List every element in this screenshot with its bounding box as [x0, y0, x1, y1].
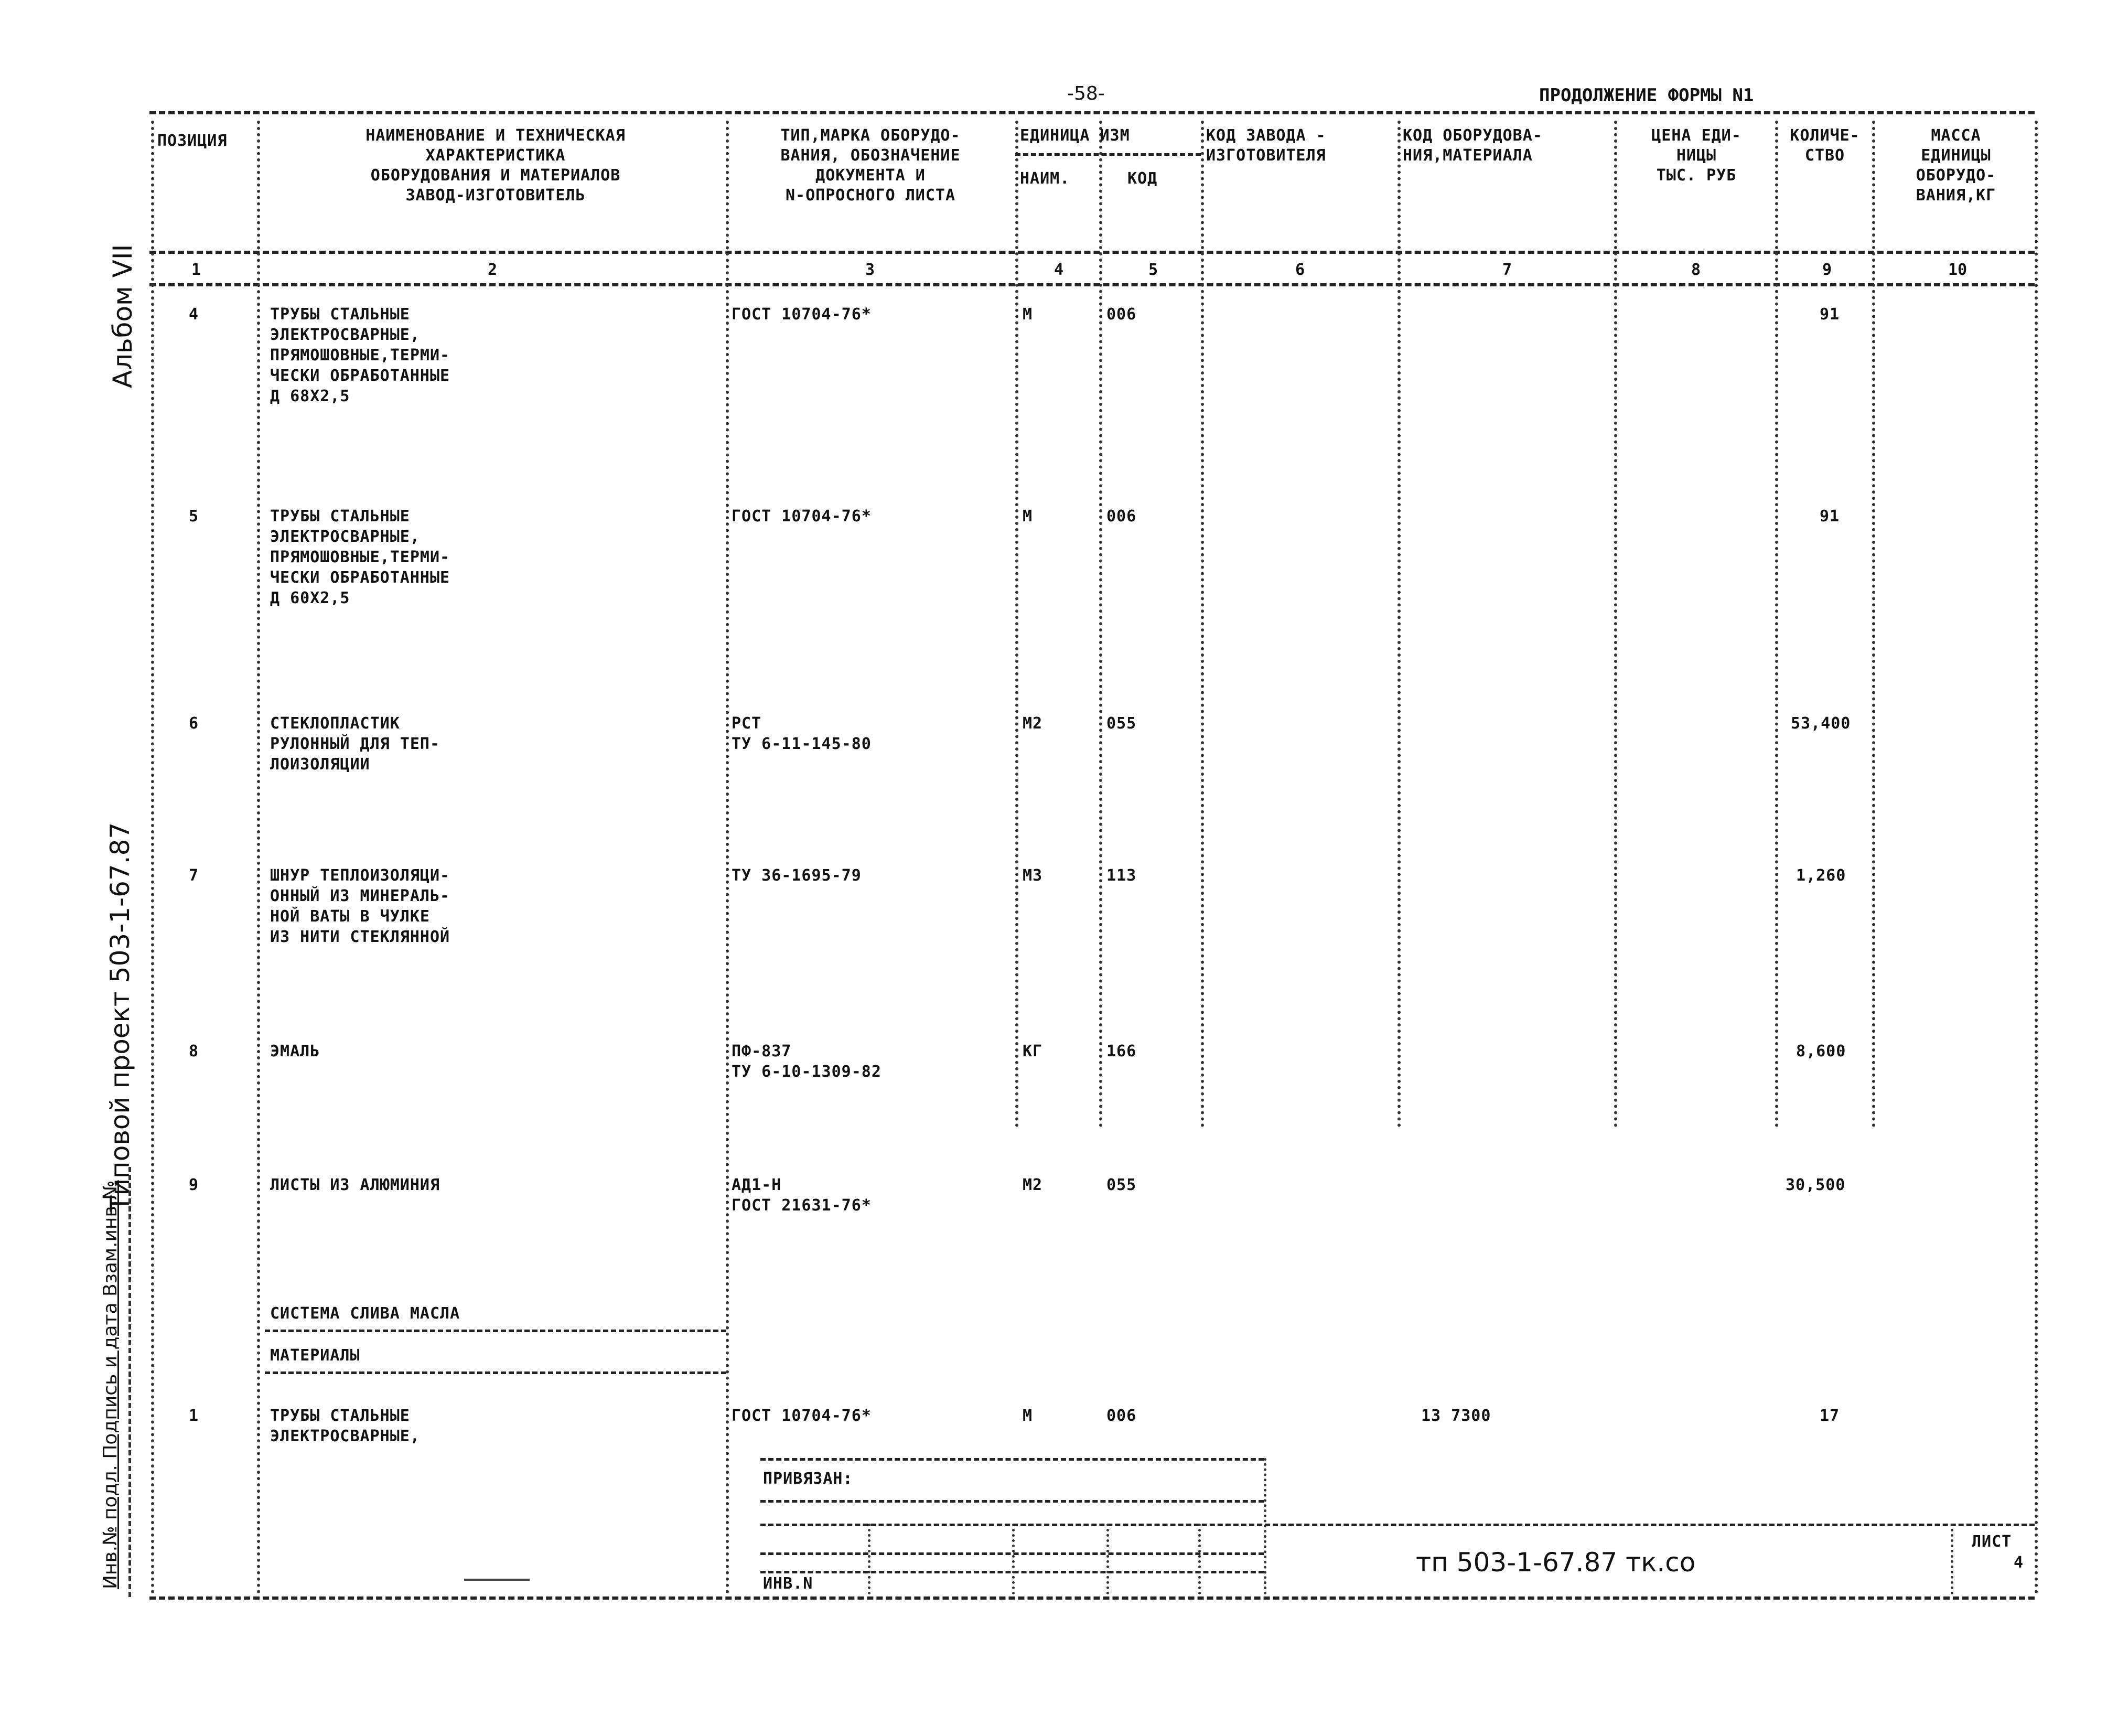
last-row-type: ГОСТ 10704-76*: [732, 1407, 872, 1425]
header-unit-name: НАИМ.: [1020, 169, 1070, 188]
column-number-10: 10: [1948, 261, 1968, 279]
col-divider-5: [1201, 121, 1204, 1128]
col-divider-4: [1099, 121, 1102, 1128]
col-divider-9: [1872, 121, 1875, 1128]
col-divider-8: [1775, 121, 1778, 1128]
project-label: Типовой проект 503-1-67.87: [105, 822, 135, 1212]
row-5-unit: М: [1023, 507, 1033, 526]
section-rule-2: [265, 1371, 726, 1374]
rule-top: [149, 111, 2035, 114]
row-9-code: 055: [1106, 1176, 1137, 1194]
row-9-position: 9: [189, 1176, 199, 1194]
row-7-name: ШНУР ТЕПЛОИЗОЛЯЦИ- ОННЫЙ ИЗ МИНЕРАЛЬ- НОЙ ВАТЫ В ЧУЛКЕ ИЗ НИТИ СТЕКЛЯННОЙ: [270, 866, 450, 946]
stamp-divider-4: [1198, 1524, 1201, 1594]
inventory-stamp: Инв.№ подл. Подпись и дата Взам.инв.№: [100, 1180, 121, 1589]
header-unit: ЕДИНИЦА ИЗМ: [1020, 126, 1130, 145]
signature-stroke: [464, 1579, 530, 1581]
row-6-code: 055: [1106, 714, 1137, 733]
column-number-4: 4: [1054, 261, 1064, 279]
row-8-unit: КГ: [1023, 1042, 1043, 1060]
sheet-number: 4: [2014, 1553, 2024, 1572]
unit-subheader-rule: [1015, 153, 1201, 156]
row-8-position: 8: [189, 1042, 199, 1060]
last-row-unit: М: [1023, 1407, 1033, 1425]
subsection-title: МАТЕРИАЛЫ: [270, 1346, 360, 1365]
row-8-code: 166: [1106, 1042, 1137, 1060]
row-9-quantity: 30,500: [1786, 1176, 1846, 1194]
row-5-position: 5: [189, 507, 199, 526]
column-number-6: 6: [1295, 261, 1305, 279]
row-7-unit: М3: [1023, 866, 1043, 885]
last-row-name: ТРУБЫ СТАЛЬНЫЕ ЭЛЕКТРОСВАРНЫЕ,: [270, 1407, 420, 1445]
stamp-inv: ИНВ.N: [763, 1574, 813, 1593]
stamp-rule-2: [760, 1500, 1264, 1503]
row-9-type: АД1-Н ГОСТ 21631-76*: [732, 1176, 872, 1215]
header-quantity: КОЛИЧЕ- СТВО: [1790, 126, 1860, 165]
sheet-label: ЛИСТ: [1972, 1533, 2012, 1551]
document-code: тп 503-1-67.87 тк.со: [1416, 1547, 1696, 1578]
row-9-unit: М2: [1023, 1176, 1043, 1194]
margin-rule: [128, 1167, 131, 1597]
row-8-name: ЭМАЛЬ: [270, 1042, 320, 1060]
stamp-divider-5: [1264, 1458, 1266, 1594]
row-8-type: ПФ-837 ТУ 6-10-1309-82: [732, 1042, 882, 1081]
row-9-name: ЛИСТЫ ИЗ АЛЮМИНИЯ: [270, 1176, 440, 1194]
header-unit-code: КОД: [1127, 169, 1158, 188]
stamp-privyazan: ПРИВЯЗАН:: [763, 1470, 853, 1488]
row-6-position: 6: [189, 714, 199, 733]
column-number-9: 9: [1822, 261, 1832, 279]
section-title: СИСТЕМА СЛИВА МАСЛА: [270, 1304, 460, 1323]
last-row-material-code: 13 7300: [1421, 1407, 1491, 1425]
row-4-type: ГОСТ 10704-76*: [732, 305, 872, 324]
column-number-1: 1: [191, 261, 201, 279]
last-row-position: 1: [189, 1407, 199, 1425]
header-plant-code: КОД ЗАВОДА - ИЗГОТОВИТЕЛЯ: [1206, 126, 1326, 165]
row-6-quantity: 53,400: [1791, 714, 1851, 733]
column-number-3: 3: [865, 261, 875, 279]
row-4-unit: М: [1023, 305, 1033, 324]
rule-header-bottom: [149, 251, 2035, 254]
column-number-5: 5: [1148, 261, 1158, 279]
row-4-name: ТРУБЫ СТАЛЬНЫЕ ЭЛЕКТРОСВАРНЫЕ, ПРЯМОШОВНЫЕ,ТЕРМИ- ЧЕСКИ ОБРАБОТАННЫЕ Д 68Х2,5: [270, 305, 450, 405]
stamp-rule-3: [760, 1524, 2035, 1526]
col-divider-7: [1614, 121, 1617, 1128]
column-number-2: 2: [488, 261, 498, 279]
rule-bottom: [149, 1596, 2035, 1600]
header-position: ПОЗИЦИЯ: [157, 132, 228, 150]
row-7-quantity: 1,260: [1796, 866, 1846, 885]
continuation-title: ПРОДОЛЖЕНИЕ ФОРМЫ N1: [1539, 85, 1754, 106]
row-8-quantity: 8,600: [1796, 1042, 1846, 1060]
row-6-name: СТЕКЛОПЛАСТИК РУЛОННЫЙ ДЛЯ ТЕП- ЛОИЗОЛЯЦИИ: [270, 714, 440, 774]
row-6-type: РСТ ТУ 6-11-145-80: [732, 714, 872, 753]
col-divider-3: [1015, 121, 1018, 1128]
col-divider-0: [151, 121, 154, 1594]
row-5-quantity: 91: [1820, 507, 1840, 526]
column-number-7: 7: [1502, 261, 1512, 279]
last-row-code: 006: [1106, 1407, 1137, 1425]
stamp-rule-1: [760, 1458, 1264, 1461]
stamp-divider-1: [868, 1524, 870, 1594]
row-4-code: 006: [1106, 305, 1137, 324]
header-material-code: КОД ОБОРУДОВА- НИЯ,МАТЕРИАЛА: [1403, 126, 1543, 165]
row-7-type: ТУ 36-1695-79: [732, 866, 862, 885]
row-4-position: 4: [189, 305, 199, 324]
rule-colnums-bottom: [149, 283, 2035, 286]
stamp-sheet-divider: [1951, 1524, 1953, 1594]
header-mass: МАССА ЕДИНИЦЫ ОБОРУДО- ВАНИЯ,КГ: [1916, 126, 1996, 205]
col-divider-6: [1398, 121, 1401, 1128]
header-name: НАИМЕНОВАНИЕ И ТЕХНИЧЕСКАЯ ХАРАКТЕРИСТИКА ОБОРУДОВАНИЯ И МАТЕРИАЛОВ ЗАВОД-ИЗГОТОВИТЕЛЬ: [366, 126, 626, 205]
row-7-code: 113: [1106, 866, 1137, 885]
row-7-position: 7: [189, 866, 199, 885]
header-price: ЦЕНА ЕДИ- НИЦЫ ТЫС. РУБ: [1651, 126, 1742, 185]
stamp-divider-2: [1012, 1524, 1015, 1594]
stamp-divider-3: [1106, 1524, 1109, 1594]
row-5-code: 006: [1106, 507, 1137, 526]
section-rule-1: [265, 1330, 726, 1332]
last-row-quantity: 17: [1820, 1407, 1840, 1425]
header-type: ТИП,МАРКА ОБОРУДО- ВАНИЯ, ОБОЗНАЧЕНИЕ ДОКУМЕНТА И N-ОПРОСНОГО ЛИСТА: [780, 126, 961, 205]
row-5-type: ГОСТ 10704-76*: [732, 507, 872, 526]
album-label: Альбом VII: [108, 244, 138, 388]
row-6-unit: М2: [1023, 714, 1043, 733]
col-divider-10: [2035, 121, 2038, 1594]
column-number-8: 8: [1691, 261, 1701, 279]
col-divider-1: [257, 121, 260, 1594]
page-number: -58-: [1067, 83, 1105, 104]
row-5-name: ТРУБЫ СТАЛЬНЫЕ ЭЛЕКТРОСВАРНЫЕ, ПРЯМОШОВНЫЕ,ТЕРМИ- ЧЕСКИ ОБРАБОТАННЫЕ Д 60Х2,5: [270, 507, 450, 607]
row-4-quantity: 91: [1820, 305, 1840, 324]
